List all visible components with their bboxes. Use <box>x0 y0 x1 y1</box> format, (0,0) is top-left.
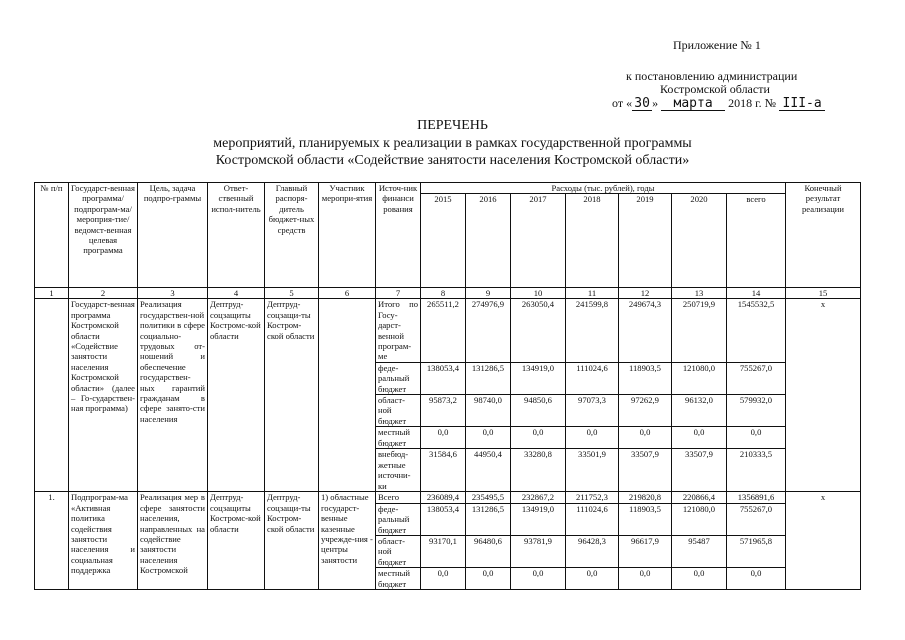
header-executor: Ответ-ственный испол-нитель <box>208 183 265 288</box>
value-cell: 118903,5 <box>619 503 672 535</box>
appendix-label: Приложение № 1 <box>673 38 761 52</box>
resolution-number: III-а <box>779 98 825 111</box>
source-cell: феде-ральный бюджет <box>376 362 421 394</box>
document-title: ПЕРЕЧЕНЬ <box>417 118 488 133</box>
col-number: 1 <box>35 288 69 299</box>
header-year: 2020 <box>672 194 727 288</box>
source-cell: Всего <box>376 492 421 503</box>
date-month: марта <box>661 98 725 111</box>
value-cell: 274976,9 <box>466 299 511 362</box>
value-cell: 235495,5 <box>466 492 511 503</box>
value-cell: 33507,9 <box>672 449 727 492</box>
header-num: № п/п <box>35 183 69 288</box>
program-name: Государст-венная программа Костромской области «Содействие занятости населения Костромской области» (далее – Го-сударствен-ная программа) <box>69 299 138 492</box>
value-cell: 219820,8 <box>619 492 672 503</box>
value-cell: 211752,3 <box>566 492 619 503</box>
region-label: Костромской области <box>660 82 770 96</box>
value-cell: 0,0 <box>566 568 619 590</box>
value-cell: 0,0 <box>619 568 672 590</box>
header-expenses: Расходы (тыс. рублей), годы <box>421 183 786 194</box>
value-cell: 93781,9 <box>511 535 566 567</box>
header-year: 2015 <box>421 194 466 288</box>
col-number: 3 <box>138 288 208 299</box>
value-cell: 93170,1 <box>421 535 466 567</box>
header-manager: Главный распоря-дитель бюджет-ных средств <box>265 183 319 288</box>
subprogram-name: Подпрограм-ма «Активная политика содействия занятости населения и социальная поддержка <box>69 492 138 590</box>
header-program: Государст-венная программа/ подпрограм-ма/мероприя-тие/ведомст-венная целевая программа <box>69 183 138 288</box>
col-number: 14 <box>727 288 786 299</box>
source-cell: област-ной бюджет <box>376 535 421 567</box>
program-row <box>35 299 861 362</box>
value-total-cell: 579932,0 <box>727 395 786 427</box>
subprogram-manager: Дептруд-соцзащи-ты Костром-ской области <box>265 492 319 590</box>
subprogram-executor: Дептруд-соцзащиты Костромс-кой области <box>208 492 265 590</box>
value-cell: 0,0 <box>619 427 672 449</box>
value-cell: 94850,6 <box>511 395 566 427</box>
value-cell: 121080,0 <box>672 362 727 394</box>
value-cell: 98740,0 <box>466 395 511 427</box>
header-year: 2018 <box>566 194 619 288</box>
measures-table <box>34 182 861 590</box>
header-goal: Цель, задача подпро-граммы <box>138 183 208 288</box>
value-total-cell: 571965,8 <box>727 535 786 567</box>
value-cell: 96617,9 <box>619 535 672 567</box>
value-cell: 97073,3 <box>566 395 619 427</box>
value-total-cell: 210333,5 <box>727 449 786 492</box>
col-number: 4 <box>208 288 265 299</box>
value-cell: 33507,9 <box>619 449 672 492</box>
value-cell: 131286,5 <box>466 362 511 394</box>
header-year-total: всего <box>727 194 786 288</box>
value-cell: 96428,3 <box>566 535 619 567</box>
program-executor: Дептруд-соцзащиты Костромс-кой области <box>208 299 265 492</box>
value-cell: 111024,6 <box>566 503 619 535</box>
date-prefix: от « <box>612 96 633 110</box>
date-mid: » <box>652 96 659 110</box>
value-cell: 0,0 <box>466 568 511 590</box>
document-subtitle-2: Костромской области «Содействие занятости населения Костромской области» <box>215 153 690 168</box>
source-cell: област-ной бюджет <box>376 395 421 427</box>
col-number: 13 <box>672 288 727 299</box>
value-cell: 0,0 <box>421 427 466 449</box>
source-cell: феде-ральный бюджет <box>376 503 421 535</box>
program-num <box>35 299 69 492</box>
resolution-label: к постановлению администрации <box>626 69 798 83</box>
value-cell: 263050,4 <box>511 299 566 362</box>
col-number: 8 <box>421 288 466 299</box>
column-number-row <box>35 288 861 299</box>
value-cell: 95487 <box>672 535 727 567</box>
program-goal: Реализация государствен-ной политики в сфере социально-трудовых от-ношений и обеспечение государствен-ных гарантий гражданам в сфере занято-сти населения <box>138 299 208 492</box>
value-cell: 131286,5 <box>466 503 511 535</box>
source-cell: внебюд-жетные источни-ки <box>376 449 421 492</box>
program-manager: Дептруд-соцзащи-ты Костром-ской области <box>265 299 319 492</box>
value-cell: 134919,0 <box>511 503 566 535</box>
value-cell: 134919,0 <box>511 362 566 394</box>
date-day: 30 <box>632 98 652 111</box>
value-cell: 265511,2 <box>421 299 466 362</box>
value-cell: 121080,0 <box>672 503 727 535</box>
value-cell: 250719,9 <box>672 299 727 362</box>
value-total-cell: 1545532,5 <box>727 299 786 362</box>
value-cell: 0,0 <box>566 427 619 449</box>
value-cell: 0,0 <box>421 568 466 590</box>
value-cell: 138053,4 <box>421 503 466 535</box>
value-cell: 220866,4 <box>672 492 727 503</box>
subprogram-participant: 1) областные государст-венные казенные учрежде-ния - центры занятости <box>319 492 376 590</box>
header-source: Источ-ник финанси рования <box>376 183 421 288</box>
value-cell: 118903,5 <box>619 362 672 394</box>
source-cell: местный бюджет <box>376 427 421 449</box>
table-header-row <box>35 183 861 194</box>
header-year: 2019 <box>619 194 672 288</box>
value-cell: 0,0 <box>466 427 511 449</box>
header-participant: Участник меропри-ятия <box>319 183 376 288</box>
value-cell: 96480,6 <box>466 535 511 567</box>
date-year: 2018 г. № <box>728 96 777 110</box>
col-number: 10 <box>511 288 566 299</box>
subprogram-row <box>35 492 861 503</box>
col-number: 9 <box>466 288 511 299</box>
value-cell: 0,0 <box>672 568 727 590</box>
col-number: 5 <box>265 288 319 299</box>
col-number: 7 <box>376 288 421 299</box>
value-cell: 236089,4 <box>421 492 466 503</box>
value-cell: 249674,3 <box>619 299 672 362</box>
header-year: 2017 <box>511 194 566 288</box>
source-cell: Итого по Госу-дарст-венной програм-ме <box>376 299 421 362</box>
value-cell: 96132,0 <box>672 395 727 427</box>
value-total-cell: 0,0 <box>727 568 786 590</box>
col-number: 2 <box>69 288 138 299</box>
value-cell: 95873,2 <box>421 395 466 427</box>
subprogram-num: 1. <box>35 492 69 590</box>
value-cell: 232867,2 <box>511 492 566 503</box>
source-cell: местный бюджет <box>376 568 421 590</box>
value-cell: 241599,8 <box>566 299 619 362</box>
value-total-cell: 755267,0 <box>727 362 786 394</box>
col-number: 11 <box>566 288 619 299</box>
subprogram-goal: Реализация мер в сфере занятости населения, направленных на содействие занятости населения Костромской <box>138 492 208 590</box>
resolution-date <box>612 97 825 111</box>
value-total-cell: 1356891,6 <box>727 492 786 503</box>
value-cell: 138053,4 <box>421 362 466 394</box>
value-cell: 0,0 <box>511 427 566 449</box>
value-cell: 111024,6 <box>566 362 619 394</box>
header-result: Конечный результат реализации <box>786 183 861 288</box>
value-cell: 31584,6 <box>421 449 466 492</box>
value-cell: 0,0 <box>672 427 727 449</box>
col-number: 6 <box>319 288 376 299</box>
document-subtitle-1: мероприятий, планируемых к реализации в рамках государственной программы <box>213 136 692 151</box>
value-cell: 0,0 <box>511 568 566 590</box>
value-total-cell: 755267,0 <box>727 503 786 535</box>
program-result: x <box>786 299 861 492</box>
col-number: 12 <box>619 288 672 299</box>
col-number: 15 <box>786 288 861 299</box>
value-cell: 33501,9 <box>566 449 619 492</box>
value-total-cell: 0,0 <box>727 427 786 449</box>
header-year: 2016 <box>466 194 511 288</box>
value-cell: 44950,4 <box>466 449 511 492</box>
subprogram-result: x <box>786 492 861 590</box>
value-cell: 33280,8 <box>511 449 566 492</box>
value-cell: 97262,9 <box>619 395 672 427</box>
program-participant <box>319 299 376 492</box>
